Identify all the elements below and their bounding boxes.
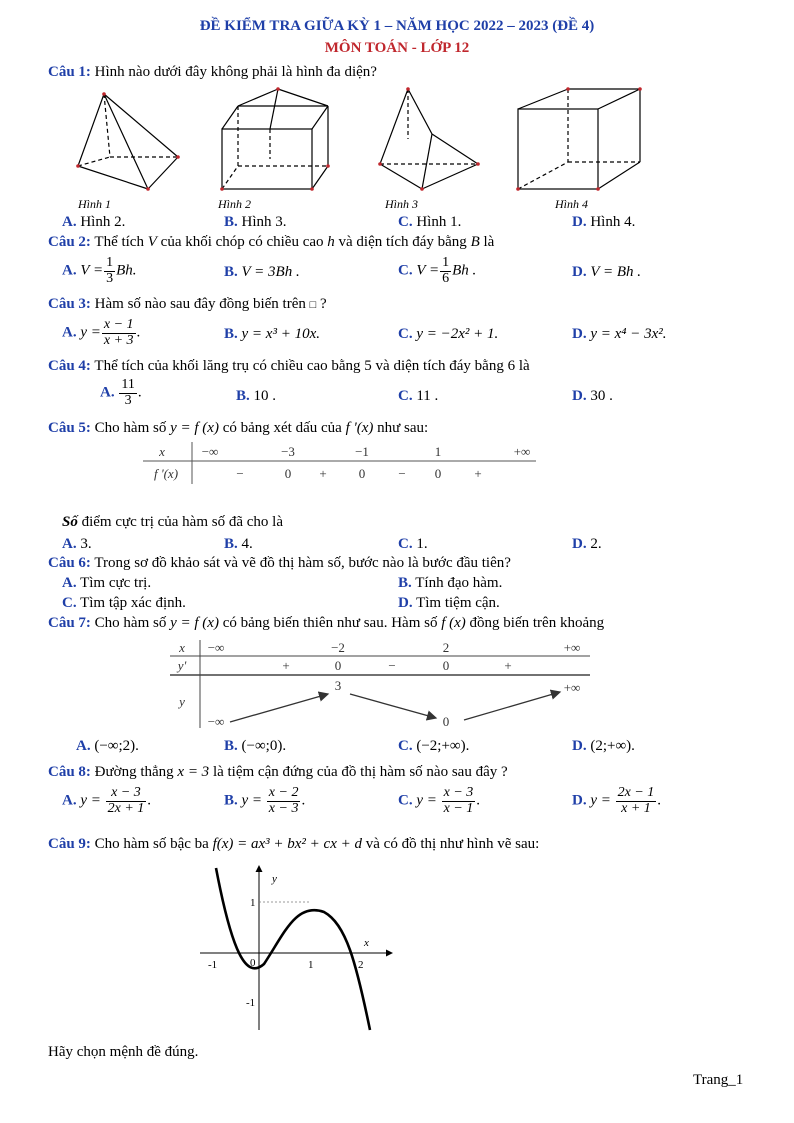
q7-option-d: D. (2;+∞). <box>572 738 635 754</box>
q4-option-c: C. 11 . <box>398 388 439 404</box>
q5-prompt: Số điểm cực trị của hàm số đã cho là <box>62 514 283 530</box>
caption-4: Hình 4 <box>555 197 588 211</box>
figure-1 <box>78 94 178 189</box>
caption-1: Hình 1 <box>78 197 111 211</box>
question-2: Câu 2: Thể tích V của khối chóp có chiều cao h và diện tích đáy bằng B là <box>48 234 495 250</box>
svg-text:−: − <box>388 658 396 673</box>
svg-text:+: + <box>282 658 290 673</box>
svg-text:+: + <box>504 658 512 673</box>
svg-text:−3: −3 <box>281 444 295 459</box>
svg-text:+∞: +∞ <box>563 640 581 655</box>
svg-text:-1: -1 <box>208 959 218 971</box>
svg-text:−∞: −∞ <box>207 714 225 729</box>
q8-option-b: B. y = $\frac{x - 2}{x - 3}$ . <box>224 785 306 816</box>
exam-title: ĐỀ KIỂM TRA GIỮA KỲ 1 – NĂM HỌC 2022 – 2023 (ĐỀ 4) <box>199 18 595 34</box>
question-8: Câu 8: Đường thẳng x = 3 là tiệm cận đứng của đồ thị hàm số nào sau đây ? <box>48 764 508 780</box>
question-4: Câu 4: Thể tích của khối lăng trụ có chiều cao bằng 5 và diện tích đáy bằng 6 là <box>48 358 530 374</box>
cubic-curve <box>216 868 370 1030</box>
svg-text:+∞: +∞ <box>513 444 531 459</box>
question-9: Câu 9: Cho hàm số bậc ba f(x) = ax³ + bx² + cx + d và có đồ thị như hình vẽ sau: <box>48 836 540 852</box>
question-1 <box>48 64 377 81</box>
q1-option-a: A. Hình 2. <box>62 214 126 230</box>
q1-option-d: D. Hình 4. <box>572 214 636 230</box>
q8-option-a: A. y = $\frac{x - 3}{2x + 1}$ . <box>62 785 152 816</box>
svg-text:x: x <box>364 937 369 949</box>
subject-title: MÔN TOÁN - LỚP 12 <box>324 40 470 56</box>
q7-option-b: B. (−∞;0). <box>224 738 287 754</box>
q7-option-c: C. (−2;+∞). <box>398 738 470 754</box>
q5-option-a: A. 3. <box>62 536 92 552</box>
page-number: Trang_1 <box>693 1072 744 1088</box>
q2-option-b: B. V = 3Bh . <box>224 264 300 280</box>
question-5: Câu 5: Cho hàm số y = f (x) có bảng xét dấu của f '(x) như sau: <box>48 420 429 436</box>
question-3: Câu 3: Hàm số nào sau đây đồng biến trên □ ? <box>48 296 327 312</box>
q1-option-b: B. Hình 3. <box>224 214 287 230</box>
svg-text:0: 0 <box>358 466 366 481</box>
q8-option-d: D. y = $\frac{2x - 1}{x + 1}$ . <box>572 785 662 816</box>
q6-option-a: A. Tìm cực trị. <box>62 575 152 591</box>
svg-text:−∞: −∞ <box>201 444 219 459</box>
caption-3: Hình 3 <box>385 197 418 211</box>
q7-variation-table <box>168 638 593 730</box>
svg-text:2: 2 <box>442 640 450 655</box>
question-label: Câu 1: <box>48 64 91 80</box>
svg-text:-1: -1 <box>246 997 256 1009</box>
q3-option-b: B. y = x³ + 10x. <box>224 326 320 342</box>
svg-text:0: 0 <box>250 957 256 969</box>
svg-text:1: 1 <box>308 959 314 971</box>
q9-prompt: Hãy chọn mệnh đề đúng. <box>48 1044 199 1060</box>
svg-text:+∞: +∞ <box>563 680 581 695</box>
svg-text:0: 0 <box>334 658 342 673</box>
svg-text:0: 0 <box>442 658 450 673</box>
q4-option-b: B. 10 . <box>236 388 277 404</box>
q5-sign-table <box>140 440 540 486</box>
svg-text:x: x <box>179 640 185 655</box>
q5-option-d: D. 2. <box>572 536 602 552</box>
svg-text:0: 0 <box>434 466 442 481</box>
question-6: Câu 6: Trong sơ đồ khảo sát và vẽ đồ thị hàm số, bước nào là bước đầu tiên? <box>48 555 511 571</box>
q6-option-b: B. Tính đạo hàm. <box>398 575 503 591</box>
svg-text:−1: −1 <box>355 444 369 459</box>
q1-figures <box>60 84 660 214</box>
svg-text:y: y <box>179 694 185 709</box>
svg-text:0: 0 <box>442 714 450 729</box>
svg-text:y: y <box>272 873 277 885</box>
svg-text:−2: −2 <box>331 640 345 655</box>
svg-text:−∞: −∞ <box>207 640 225 655</box>
q3-option-a: A. y = $\frac{x - 1}{x + 3}$ . <box>62 317 141 348</box>
q7-option-a: A. (−∞;2). <box>76 738 139 754</box>
q9-cubic-graph <box>196 862 396 1034</box>
q3-option-c: C. y = −2x² + 1. <box>398 326 499 342</box>
q2-option-c: C. V = $\frac{1}{6}$ Bh . <box>398 255 477 286</box>
svg-text:−: − <box>236 466 244 481</box>
q1-option-c: C. Hình 1. <box>398 214 462 230</box>
caption-2: Hình 2 <box>218 197 251 211</box>
svg-text:1: 1 <box>250 897 256 909</box>
q8-option-c: C. y = $\frac{x - 3}{x - 1}$ . <box>398 785 481 816</box>
question-text: Hình nào dưới đây không phải là hình đa diện? <box>94 64 377 80</box>
svg-text:1: 1 <box>434 444 442 459</box>
q6-option-d: D. Tìm tiệm cận. <box>398 595 500 611</box>
q2-option-a: A. V = $\frac{1}{3}$ Bh. <box>62 255 137 286</box>
q4-option-a: A. $\frac{11}{3}$ . <box>100 377 142 408</box>
svg-text:+: + <box>474 466 482 481</box>
q5-option-b: B. 4. <box>224 536 253 552</box>
q6-option-c: C. Tìm tập xác định. <box>62 595 186 611</box>
svg-text:x: x <box>159 444 165 459</box>
svg-text:f '(x): f '(x) <box>153 466 179 481</box>
figure-3 <box>380 89 478 189</box>
q2-option-d: D. V = Bh . <box>572 264 642 280</box>
q3-option-d: D. y = x⁴ − 3x². <box>572 326 667 342</box>
figure-2 <box>222 89 328 189</box>
svg-text:y': y' <box>177 658 187 673</box>
missing-glyph: □ <box>309 299 317 311</box>
q4-option-d: D. 30 . <box>572 388 613 404</box>
svg-text:2: 2 <box>358 959 364 971</box>
svg-text:3: 3 <box>334 678 342 693</box>
svg-text:+: + <box>319 466 327 481</box>
svg-text:0: 0 <box>284 466 292 481</box>
q5-option-c: C. 1. <box>398 536 428 552</box>
svg-text:−: − <box>398 466 406 481</box>
question-7: Câu 7: Cho hàm số y = f (x) có bảng biến thiên như sau. Hàm số f (x) đồng biến trên khoảng <box>48 615 605 631</box>
figure-4 <box>518 89 640 189</box>
